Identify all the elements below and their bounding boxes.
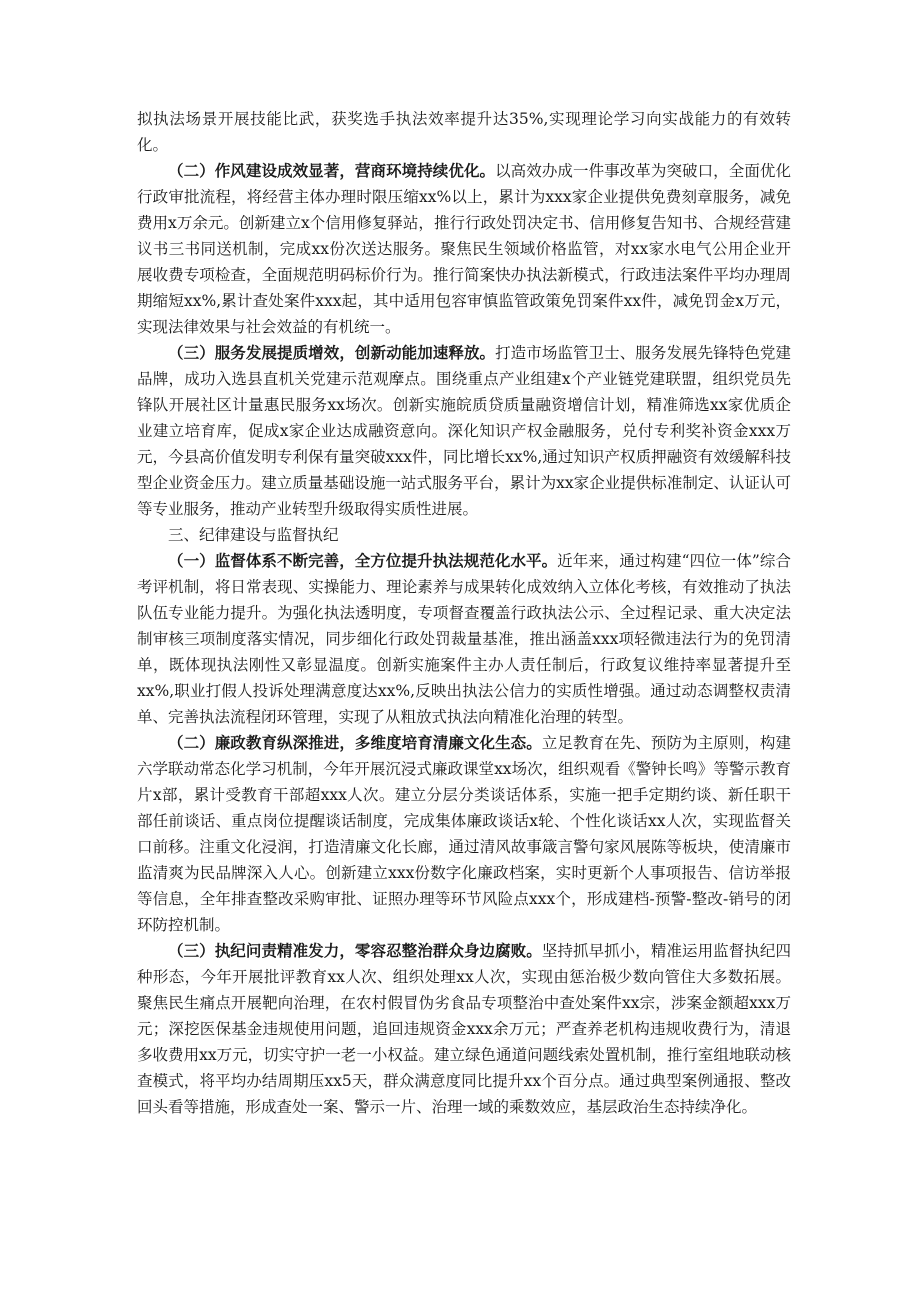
- paragraph-3-3: [137, 938, 791, 1120]
- paragraph-2-2: [137, 158, 791, 340]
- paragraph-text: 近年来，通过构建“四位一体”综合考评机制，将日常表现、实操能力、理论素养与成果转化成效纳入立体化考核，有效推动了执法队伍专业能力提升。为强化执法透明度，专项督查覆盖行政执法公示、全过程记录、重大决定法制审核三项制度落实情况，同步细化行政处罚裁量基准，推出涵盖xxx项轻微违法行为的免罚清单，既体现执法刚性又彰显温度。创新实施案件主办人责任制后，行政复议维持率显著提升至xx%,职业打假人投诉处理满意度达xx%,反映出执法公信力的实质性增强。通过动态调整权责清单、完善执法流程闭环管理，实现了从粗放式执法向精准化治理的转型。: [137, 552, 791, 726]
- paragraph-text: 以高效办成一件事改革为突破口，全面优化行政审批流程，将经营主体办理时限压缩xx%以上，累计为xxx家企业提供免费刻章服务，减免费用x万余元。创新建立x个信用修复驿站，推行行政处罚决定书、信用修复告知书、合规经营建议书三书同送机制，完成xx份次送达服务。聚焦民生领域价格监管，对xx家水电气公用企业开展收费专项检查，全面规范明码标价行为。推行简案快办执法新模式，行政违法案件平均办理周期缩短xx%,累计查处案件xxx起，其中适用包容审慎监管政策免罚案件xx件，减免罚金x万元，实现法律效果与社会效益的有机统一。: [137, 162, 791, 336]
- paragraph-heading: （三）服务发展提质增效，创新动能加速释放。: [168, 343, 496, 362]
- paragraph-text: 立足教育在先、预防为主原则，构建六学联动常态化学习机制，今年开展沉浸式廉政课堂xx场次，组织观看《警钟长鸣》等警示教育片x部，累计受教育干部超xxx人次。建立分层分类谈话体系，实施一把手定期约谈、新任职干部任前谈话、重点岗位提醒谈话制度，完成集体廉政谈话x轮、个性化谈话xx人次，实现监督关口前移。注重文化浸润，打造清廉文化长廊，通过清风故事箴言警句家风展陈等板块，使清廉市监清爽为民品牌深入人心。创新建立xxx份数字化廉政档案，实时更新个人事项报告、信访举报等信息，全年排查整改采购审批、证照办理等环节风险点xxx个，形成建档-预警-整改-销号的闭环防控机制。: [137, 734, 791, 934]
- paragraph-text: 拟执法场景开展技能比武，获奖选手执法效率提升达35%,实现理论学习向实战能力的有效转化。: [137, 110, 791, 154]
- paragraph-2-3: [137, 340, 791, 522]
- paragraph-heading: （二）作风建设成效显著，营商环境持续优化。: [168, 161, 496, 180]
- paragraph-text: 坚持抓早抓小，精准运用监督执纪四种形态，今年开展批评教育xx人次、组织处理xx人次，实现由惩治极少数向管住大多数拓展。聚焦民生痛点开展靶向治理，在农村假冒伪劣食品专项整治中查处案件xx宗，涉案金额超xxx万元；深挖医保基金违规使用问题，追回违规资金xxx余万元；严查养老机构违规收费行为，清退多收费用xx万元，切实守护一老一小权益。建立绿色通道问题线索处置机制，推行室组地联动核查模式，将平均办结周期压xx5天，群众满意度同比提升xx个百分点。通过典型案例通报、整改回头看等措施，形成查处一案、警示一片、治理一域的乘数效应，基层政治生态持续净化。: [137, 942, 791, 1116]
- section-title-3: 三、纪律建设与监督执纪: [168, 526, 339, 544]
- paragraph-text: 打造市场监管卫士、服务发展先锋特色党建品牌，成功入选县直机关党建示范观摩点。围绕重点产业组建x个产业链党建联盟，组织党员先锋队开展社区计量惠民服务xx场次。创新实施皖质贷质量融资增信计划，精准筛选xx家优质企业建立培育库，促成x家企业达成融资意向。深化知识产权金融服务，兑付专利奖补资金xxx万元，今县高价值发明专利保有量突破xxx件，同比增长xx%,通过知识产权质押融资有效缓解科技型企业资金压力。建立质量基础设施一站式服务平台，累计为xx家企业提供标准制定、认证认可等专业服务，推动产业转型升级取得实质性进展。: [137, 344, 791, 518]
- paragraph-heading: （三）执纪问责精准发力，零容忍整治群众身边腐败。: [168, 941, 542, 960]
- paragraph-3-2: [137, 730, 791, 938]
- paragraph-continued: [137, 106, 791, 158]
- paragraph-heading: （一）监督体系不断完善，全方位提升执法规范化水平。: [168, 551, 558, 570]
- paragraph-heading: （二）廉政教育纵深推进，多维度培育清廉文化生态。: [168, 733, 542, 752]
- document-page: [137, 106, 791, 1120]
- paragraph-3-1: [137, 548, 791, 730]
